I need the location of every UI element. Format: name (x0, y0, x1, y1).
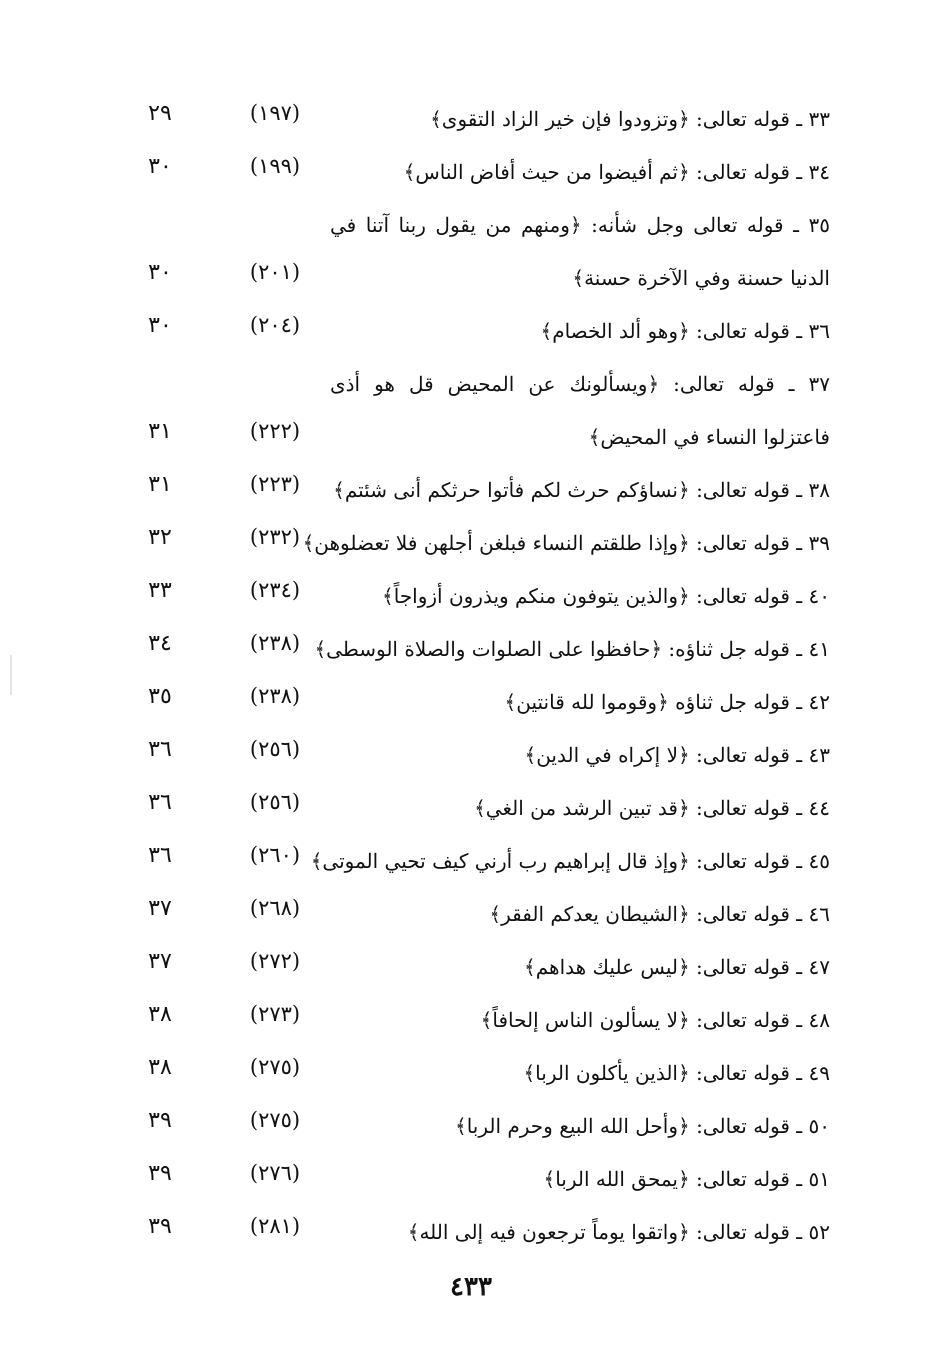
entry-text: ٣٧ ـ قوله تعالى: ﴿ويسألونك عن المحيض قل هو أذى فاعتزلوا النساء في المحيض﴾ (330, 372, 830, 449)
index-entry (120, 517, 830, 570)
index-entry (120, 994, 830, 1047)
entry-verse-number: (٢٣٨) (249, 631, 301, 655)
entry-verse-number: (٢٨١) (249, 1214, 301, 1238)
entry-verse-number: (٢٥٦) (249, 790, 301, 814)
index-entry (120, 199, 830, 305)
entry-text: ٥١ ـ قوله تعالى: ﴿يمحق الله الربا﴾ (543, 1167, 830, 1191)
entry-verse-number: (٢٧٥) (249, 1055, 301, 1079)
index-entry (120, 570, 830, 623)
verse-index-list (120, 93, 830, 1259)
entry-page-number: ٣٩ (148, 1161, 172, 1186)
entry-verse-number: (١٩٧) (249, 101, 301, 125)
entry-text: ٣٣ ـ قوله تعالى: ﴿وتزودوا فإن خير الزاد التقوى﴾ (430, 107, 830, 131)
entry-text: ٥٢ ـ قوله تعالى: ﴿واتقوا يوماً ترجعون فيه إلى الله﴾ (407, 1220, 830, 1244)
index-entry (120, 676, 830, 729)
entry-page-number: ٢٩ (148, 101, 172, 126)
entry-page-number: ٣٩ (148, 1108, 172, 1133)
entry-page-number: ٣٦ (148, 737, 172, 762)
entry-page-number: ٣٠ (148, 313, 172, 338)
index-entry (120, 782, 830, 835)
index-entry (120, 464, 830, 517)
entry-text: ٣٥ ـ قوله تعالى وجل شأنه: ﴿ومنهم من يقول ربنا آتنا في الدنيا حسنة وفي الآخرة حسنة﴾ (330, 213, 830, 290)
index-entry (120, 305, 830, 358)
entry-verse-number: (٢٣٢) (249, 525, 301, 549)
entry-page-number: ٣١ (148, 419, 172, 444)
entry-text: ٣٩ ـ قوله تعالى: ﴿وإذا طلقتم النساء فبلغن أجلهن فلا تعضلوهن﴾ (302, 531, 830, 555)
entry-page-number: ٣٢ (148, 525, 172, 550)
index-entry (120, 1153, 830, 1206)
entry-page-number: ٣٤ (148, 631, 172, 656)
entry-verse-number: (٢٣٤) (249, 578, 301, 602)
entry-text: ٣٨ ـ قوله تعالى: ﴿نساؤكم حرث لكم فأتوا حرثكم أنى شئتم﴾ (333, 478, 830, 502)
entry-text: ٣٤ ـ قوله تعالى: ﴿ثم أفيضوا من حيث أفاض الناس﴾ (403, 160, 830, 184)
entry-text: ٤٦ ـ قوله تعالى: ﴿الشيطان يعدكم الفقر﴾ (489, 902, 830, 926)
index-entry (120, 1047, 830, 1100)
entry-page-number: ٣٦ (148, 843, 172, 868)
index-entry (120, 623, 830, 676)
entry-page-number: ٣٩ (148, 1214, 172, 1239)
index-entry (120, 888, 830, 941)
entry-text: ٤٥ ـ قوله تعالى: ﴿وإذ قال إبراهيم رب أرني كيف تحيي الموتى﴾ (310, 849, 830, 873)
entry-text: ٥٠ ـ قوله تعالى: ﴿وأحل الله البيع وحرم الربا﴾ (454, 1114, 830, 1138)
index-entry (120, 835, 830, 888)
entry-page-number: ٣١ (148, 472, 172, 497)
index-entry (120, 358, 830, 464)
entry-verse-number: (١٩٩) (249, 154, 301, 178)
entry-page-number: ٣٦ (148, 790, 172, 815)
entry-verse-number: (٢٧٦) (249, 1161, 301, 1185)
entry-text: ٤٠ ـ قوله تعالى: ﴿والذين يتوفون منكم ويذرون أزواجاً﴾ (382, 584, 830, 608)
page-number: ٤٣٣ (450, 1272, 492, 1302)
index-entry (120, 729, 830, 782)
entry-text: ٤٧ ـ قوله تعالى: ﴿ليس عليك هداهم﴾ (524, 955, 830, 979)
entry-text: ٤٨ ـ قوله تعالى: ﴿لا يسألون الناس إلحافاً﴾ (480, 1008, 830, 1032)
entry-page-number: ٣٠ (148, 260, 172, 285)
entry-verse-number: (٢٦٨) (249, 896, 301, 920)
entry-page-number: ٣٨ (148, 1002, 172, 1027)
entry-verse-number: (٢٧٢) (249, 949, 301, 973)
entry-text: ٤١ ـ قوله جل ثناؤه: ﴿حافظوا على الصلوات والصلاة الوسطى﴾ (314, 637, 830, 661)
index-entry (120, 1100, 830, 1153)
entry-page-number: ٣٥ (148, 684, 172, 709)
entry-page-number: ٣٧ (148, 949, 172, 974)
entry-page-number: ٣٧ (148, 896, 172, 921)
entry-text: ٤٣ ـ قوله تعالى: ﴿لا إكراه في الدين﴾ (524, 743, 830, 767)
entry-verse-number: (٢٢٣) (249, 472, 301, 496)
entry-page-number: ٣٨ (148, 1055, 172, 1080)
entry-page-number: ٣٠ (148, 154, 172, 179)
entry-verse-number: (٢٦٠) (249, 843, 301, 867)
scan-edge-mark (10, 655, 12, 695)
index-entry (120, 941, 830, 994)
entry-verse-number: (٢٥٦) (249, 737, 301, 761)
entry-text: ٣٦ ـ قوله تعالى: ﴿وهو ألد الخصام﴾ (540, 319, 830, 343)
index-entry (120, 146, 830, 199)
entry-text: ٤٩ ـ قوله تعالى: ﴿الذين يأكلون الربا﴾ (523, 1061, 830, 1085)
entry-verse-number: (٢٠١) (249, 260, 301, 284)
entry-text: ٤٤ ـ قوله تعالى: ﴿قد تبين الرشد من الغي﴾ (474, 796, 830, 820)
entry-text: ٤٢ ـ قوله جل ثناؤه ﴿وقوموا لله قانتين﴾ (504, 690, 830, 714)
entry-verse-number: (٢٢٢) (249, 419, 301, 443)
index-entry (120, 1206, 830, 1259)
entry-page-number: ٣٣ (148, 578, 172, 603)
index-entry (120, 93, 830, 146)
entry-verse-number: (٢٣٨) (249, 684, 301, 708)
entry-verse-number: (٢٧٣) (249, 1002, 301, 1026)
entry-verse-number: (٢٧٥) (249, 1108, 301, 1132)
entry-verse-number: (٢٠٤) (249, 313, 301, 337)
